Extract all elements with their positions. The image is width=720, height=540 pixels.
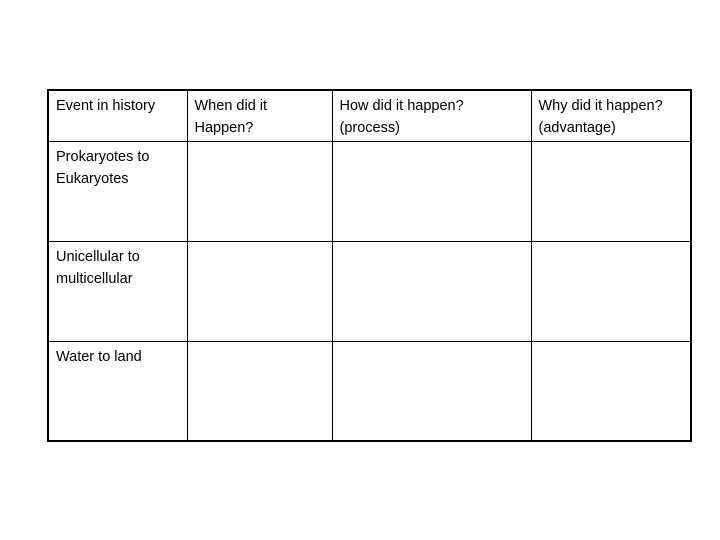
when-cell[interactable]: [187, 241, 332, 341]
header-why: Why did it happen? (advantage): [531, 90, 691, 141]
how-cell[interactable]: [332, 341, 531, 441]
header-event: Event in history: [48, 90, 187, 141]
how-cell[interactable]: [332, 241, 531, 341]
evolution-events-table: [47, 89, 692, 442]
when-cell[interactable]: [187, 141, 332, 241]
why-cell[interactable]: [531, 241, 691, 341]
why-cell[interactable]: [531, 341, 691, 441]
header-when: When did it Happen?: [187, 90, 332, 141]
why-cell[interactable]: [531, 141, 691, 241]
event-cell: Prokaryotes to Eukaryotes: [48, 141, 187, 241]
table-header-row: [48, 90, 691, 141]
how-cell[interactable]: [332, 141, 531, 241]
header-how: How did it happen? (process): [332, 90, 531, 141]
table-row: [48, 141, 691, 241]
event-cell: Water to land: [48, 341, 187, 441]
table-row: [48, 241, 691, 341]
when-cell[interactable]: [187, 341, 332, 441]
event-cell: Unicellular to multicellular: [48, 241, 187, 341]
table-row: [48, 341, 691, 441]
